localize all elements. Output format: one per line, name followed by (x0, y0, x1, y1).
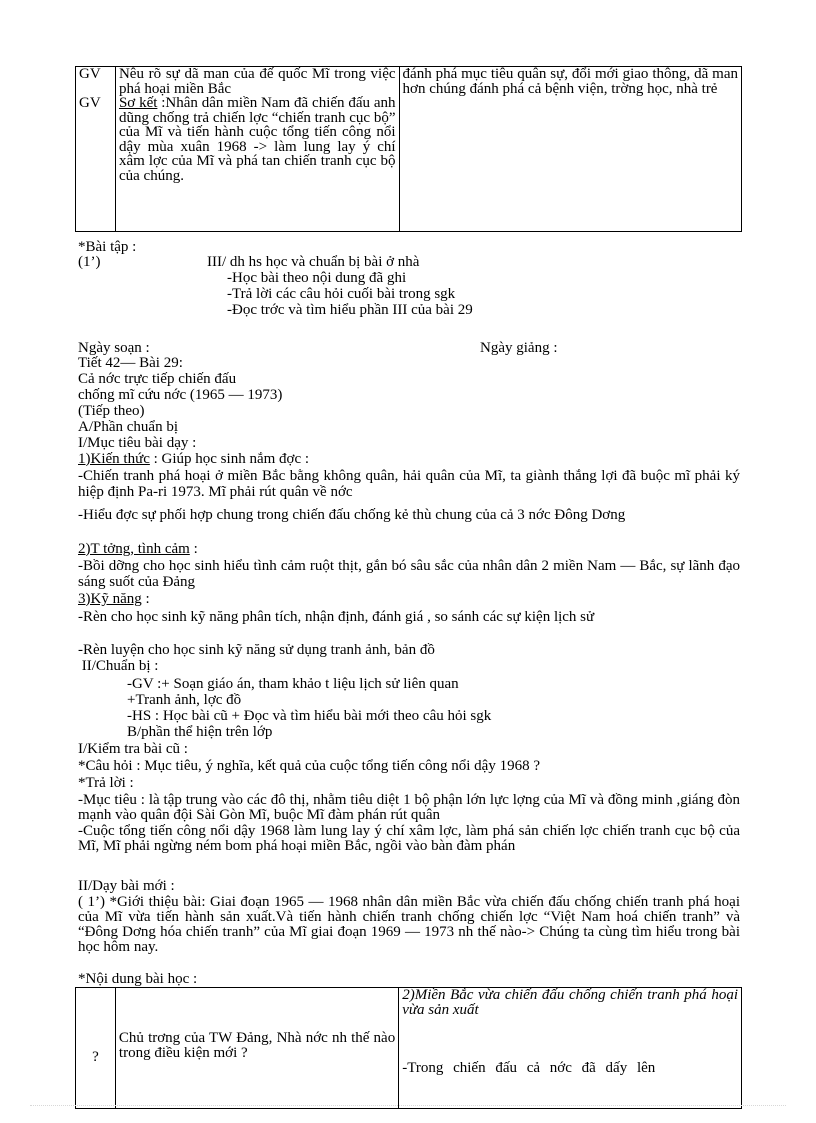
lesson-table-2 (75, 987, 742, 1109)
exercise-title: *Bài tập : (78, 239, 137, 255)
skills-point-2: -Rèn luyện cho học sinh kỹ năng sử dụng tranh ảnh, bản đồ (78, 642, 435, 658)
new-lesson-intro: ( 1’) *Giới thiệu bài: Giai đoạn 1965 — 1968 nhân dân miền Bắc vừa chiến đấu chống chiến tranh phá hoại của Mĩ vừa tiến hành sản xuất.Và tiến hành chiến tranh chống chiến lợc “Việt Nam hoá chiến tranh” và “Đông Dơng hóa chiến tranh” của Mĩ giai đoạn 1969 — 1973 nh thế nào-> Chúng ta cùng tìm hiểu trong bài học hôm nay. (78, 894, 740, 955)
content-text: đánh phá mục tiêu quân sự, đổi mới giao thông, dã man hơn chúng đánh phá cả bệnh viện, trờng học, nhà trẻ (402, 66, 738, 97)
question-text: Chủ trơng của TW Đảng, Nhà nớc nh thế nào trong điều kiện mới ? (118, 1030, 396, 1061)
activity-text-1: Nêu rõ sự dã man của đế quốc Mĩ trong việc phá hoại miền Bắc (118, 66, 396, 97)
section-heading: 2)Miền Bắc vừa chiến đấu chống chiến tranh phá hoại vừa sản xuất (402, 987, 738, 1018)
skills-lead: : (141, 591, 150, 607)
page-bottom-rule (30, 1105, 786, 1106)
knowledge-point-1: -Chiến tranh phá hoại ở miền Bắc bằng không quân, hải quân của Mĩ, ta giành thắng lợi đã buộc mĩ phải ký hiệp định Pa-ri 1973. Mĩ phải rút quân về nớc (78, 468, 740, 500)
teacher-role-2: GV (79, 95, 101, 111)
lesson-content-heading: *Nội dung bài học : (78, 971, 198, 987)
skills-point-1: -Rèn cho học sinh kỹ năng phân tích, nhận định, đánh giá , so sánh các sự kiện lịch sử (78, 609, 595, 625)
answer-cell (399, 988, 742, 1109)
lesson-number: Tiết 42— Bài 29: (78, 355, 183, 371)
lesson-title-1: Cả nớc trực tiếp chiến đấu (78, 371, 237, 387)
prepare-heading: II/Chuẩn bị : (78, 658, 159, 674)
skills-heading (78, 592, 150, 607)
check-heading: I/Kiểm tra bài cũ : (78, 741, 188, 757)
prepare-student: -HS : Học bài cũ + Đọc và tìm hiểu bài mới theo câu hỏi sgk (127, 708, 492, 724)
attitude-heading (78, 542, 198, 557)
skills-label: 3)Kỹ năng (78, 591, 142, 607)
activity-cell (115, 67, 399, 232)
check-answer-1: -Mục tiêu : là tập trung vào các đô thị, nhằm tiêu diệt 1 bộ phận lớn lực lợng của Mĩ và đồng minh ,giáng đòn mạnh vào quân đội Sài Gòn Mĩ, buộc Mĩ đàm phán rút quân (78, 792, 740, 823)
content-cell (399, 67, 741, 232)
knowledge-heading (78, 452, 309, 467)
teach-date: Ngày giảng : (480, 340, 558, 356)
knowledge-label: 1)Kiến thức (78, 451, 150, 467)
lesson-continued: (Tiếp theo) (78, 403, 145, 419)
question-cell (115, 988, 398, 1109)
prep-date: Ngày soạn : (78, 340, 150, 356)
homework-line-3: -Đọc trớc và tìm hiểu phần III của bài 29 (227, 302, 473, 318)
summary-text: :Nhân dân miền Nam đã chiến đấu anh dũng chống trả chiến lợc “chiến tranh cục bộ” của Mĩ và tiến hành cuộc tổng tiến công nổi dậy mùa xuân 1968 -> làm lung lay ý chí xâm lợc của Mĩ và phá tan chiến tranh cục bộ của chúng. (118, 95, 396, 184)
prepare-teacher: -GV :+ Soạn giáo án, tham khảo t liệu lịch sử liên quan (127, 676, 459, 692)
knowledge-lead: : Giúp học sinh nắm đợc : (149, 451, 310, 467)
knowledge-point-2: -Hiểu đợc sự phối hợp chung trong chiến đấu chống kẻ thù chung của cả 3 nớc Đông Dơng (78, 507, 626, 523)
lesson-title-2: chống mĩ cứu nớc (1965 — 1973) (78, 387, 283, 403)
activity-text-2 (119, 96, 396, 183)
attitude-label: 2)T tởng, tình cảm (78, 541, 190, 557)
question-mark: ? (92, 1049, 99, 1065)
prepare-teacher-2: +Tranh ảnh, lợc đồ (127, 692, 242, 708)
lesson-table-1 (75, 66, 742, 232)
check-answer-2: -Cuộc tổng tiến công nổi dậy 1968 làm lung lay ý chí xâm lợc, làm phá sản chiến lợc chiến tranh cục bộ của Mĩ, Mĩ phải ngừng ném bom phá hoại miền Bắc, ngồi vào bàn đàm phán (78, 823, 740, 854)
check-answer-label: *Trả lời : (78, 775, 134, 791)
check-question: *Câu hỏi : Mục tiêu, ý nghĩa, kết quả của cuộc tổng tiến công nổi dậy 1968 ? (78, 758, 540, 774)
answer-text: -Trong chiến đấu cả nớc đã dấy lên (402, 1060, 656, 1076)
objectives-heading: I/Mục tiêu bài dạy : (78, 435, 197, 451)
summary-label: Sơ kết (118, 95, 158, 111)
part-b-heading: B/phần thể hiện trên lớp (127, 724, 273, 740)
new-lesson-heading: II/Dạy bài mới : (78, 878, 175, 894)
part-a-heading: A/Phần chuẩn bị (78, 419, 178, 435)
teacher-cell (76, 67, 116, 232)
attitude-point-1: -Bồi dỡng cho học sinh hiểu tình cảm ruột thịt, gắn bó sâu sắc của nhân dân 2 miền Nam — Bắc, sự lãnh đạo sáng suốt của Đảng (78, 558, 740, 590)
teacher-role-1: GV (79, 66, 101, 82)
homework-title: III/ dh hs học và chuẩn bị bài ở nhà (207, 254, 420, 270)
mark-cell (76, 988, 116, 1109)
exercise-time: (1’) (78, 254, 101, 270)
attitude-lead: : (189, 541, 198, 557)
homework-line-2: -Trả lời các câu hỏi cuối bài trong sgk (227, 286, 456, 302)
homework-line-1: -Học bài theo nội dung đã ghi (227, 270, 407, 286)
